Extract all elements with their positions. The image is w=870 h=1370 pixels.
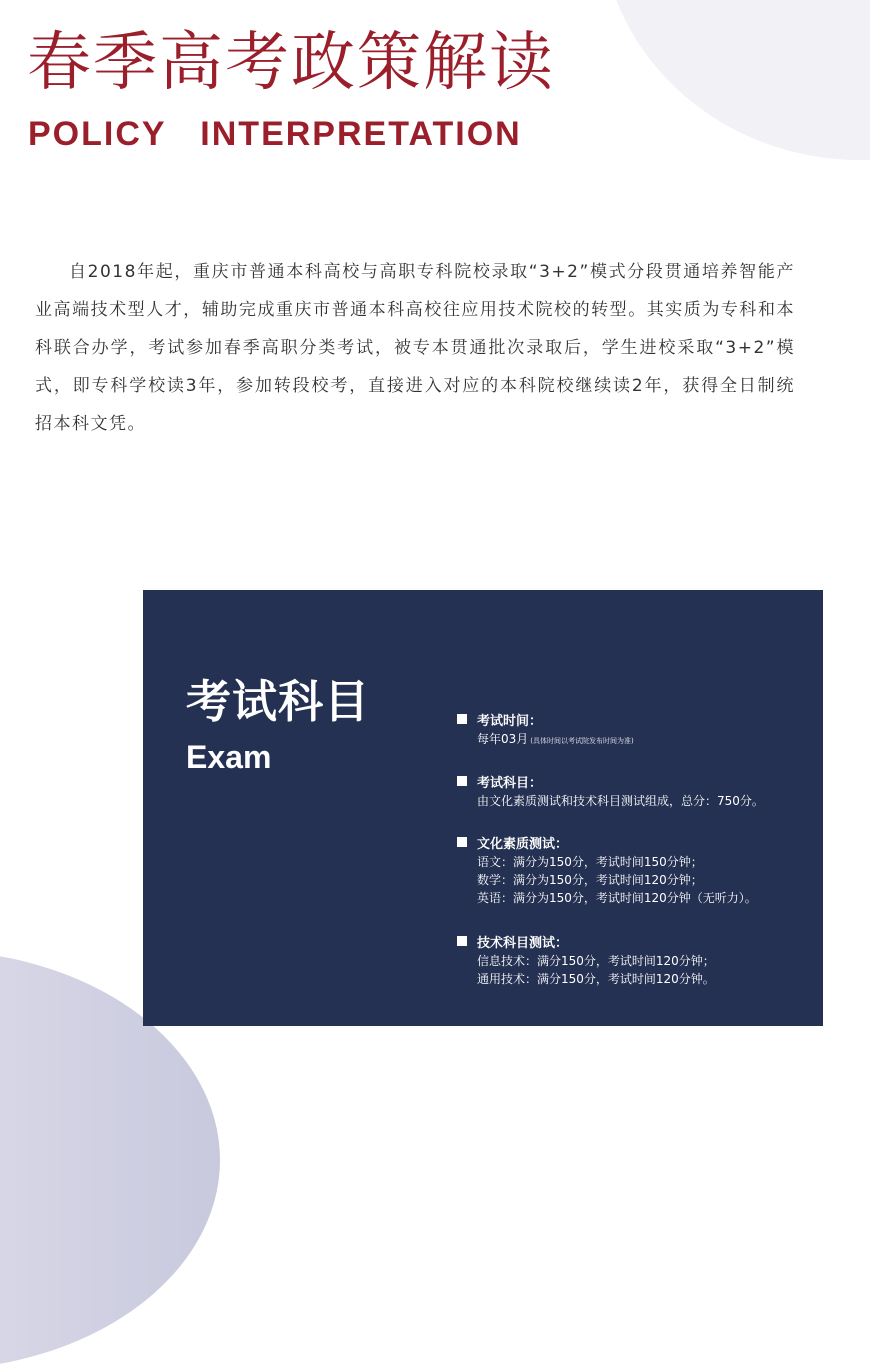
culture-test-section xyxy=(457,831,817,907)
section-line xyxy=(477,730,817,750)
page-title: 春季高考政策解读 xyxy=(27,26,555,100)
exam-month: 每年03月 xyxy=(477,732,529,746)
exam-panel xyxy=(143,590,823,1026)
general-technology-line: 通用技术：满分150分，考试时间120分钟。 xyxy=(477,972,715,986)
math-subject-line: 数学：满分为150分，考试时间120分钟； xyxy=(477,873,703,887)
section-line: 由文化素质测试和技术科目测试组成，总分：750分。 xyxy=(477,794,764,808)
intro-paragraph: 自2018年起，重庆市普通本科高校与高职专科院校录取“3+2”模式分段贯通培养智能产业高端技术型人才，辅助完成重庆市普通本科高校往应用技术院校的转型。其实质为专科和本科联合办学，考试参加春季高职分类考试，被专本贯通批次录取后，学生进校采取“3+2”模式，即专科学校读3年，参加转段校考，直接进入对应的本科院校继续读2年，获得全日制统招本科文凭。 xyxy=(35,262,795,434)
section-heading-label: 考试时间： xyxy=(477,713,543,729)
square-bullet-icon xyxy=(457,776,467,786)
exam-time-note: (具体时间以考试院发布时间为准) xyxy=(530,737,634,745)
section-heading xyxy=(457,930,817,952)
section-heading-label: 技术科目测试： xyxy=(477,935,569,951)
section-heading xyxy=(457,708,817,730)
information-technology-line: 信息技术：满分150分，考试时间120分钟； xyxy=(477,954,715,968)
section-heading xyxy=(457,831,817,853)
background-circle-top xyxy=(600,0,870,160)
english-subject-line: 英语：满分为150分，考试时间120分钟（无听力）。 xyxy=(477,891,757,905)
exam-subjects-section xyxy=(457,770,817,810)
exam-title: 考试科目 xyxy=(186,675,371,728)
square-bullet-icon xyxy=(457,936,467,946)
square-bullet-icon xyxy=(457,714,467,724)
exam-time-section xyxy=(457,708,817,750)
section-heading xyxy=(457,770,817,792)
exam-subtitle: Exam xyxy=(186,739,272,775)
square-bullet-icon xyxy=(457,837,467,847)
page-subtitle: POLICY INTERPRETATION xyxy=(28,115,522,153)
section-heading-label: 考试科目： xyxy=(477,775,543,791)
chinese-subject-line: 语文：满分为150分，考试时间150分钟； xyxy=(477,855,703,869)
exam-info-list xyxy=(457,708,817,1008)
section-heading-label: 文化素质测试： xyxy=(477,836,569,852)
technical-test-section xyxy=(457,930,817,988)
